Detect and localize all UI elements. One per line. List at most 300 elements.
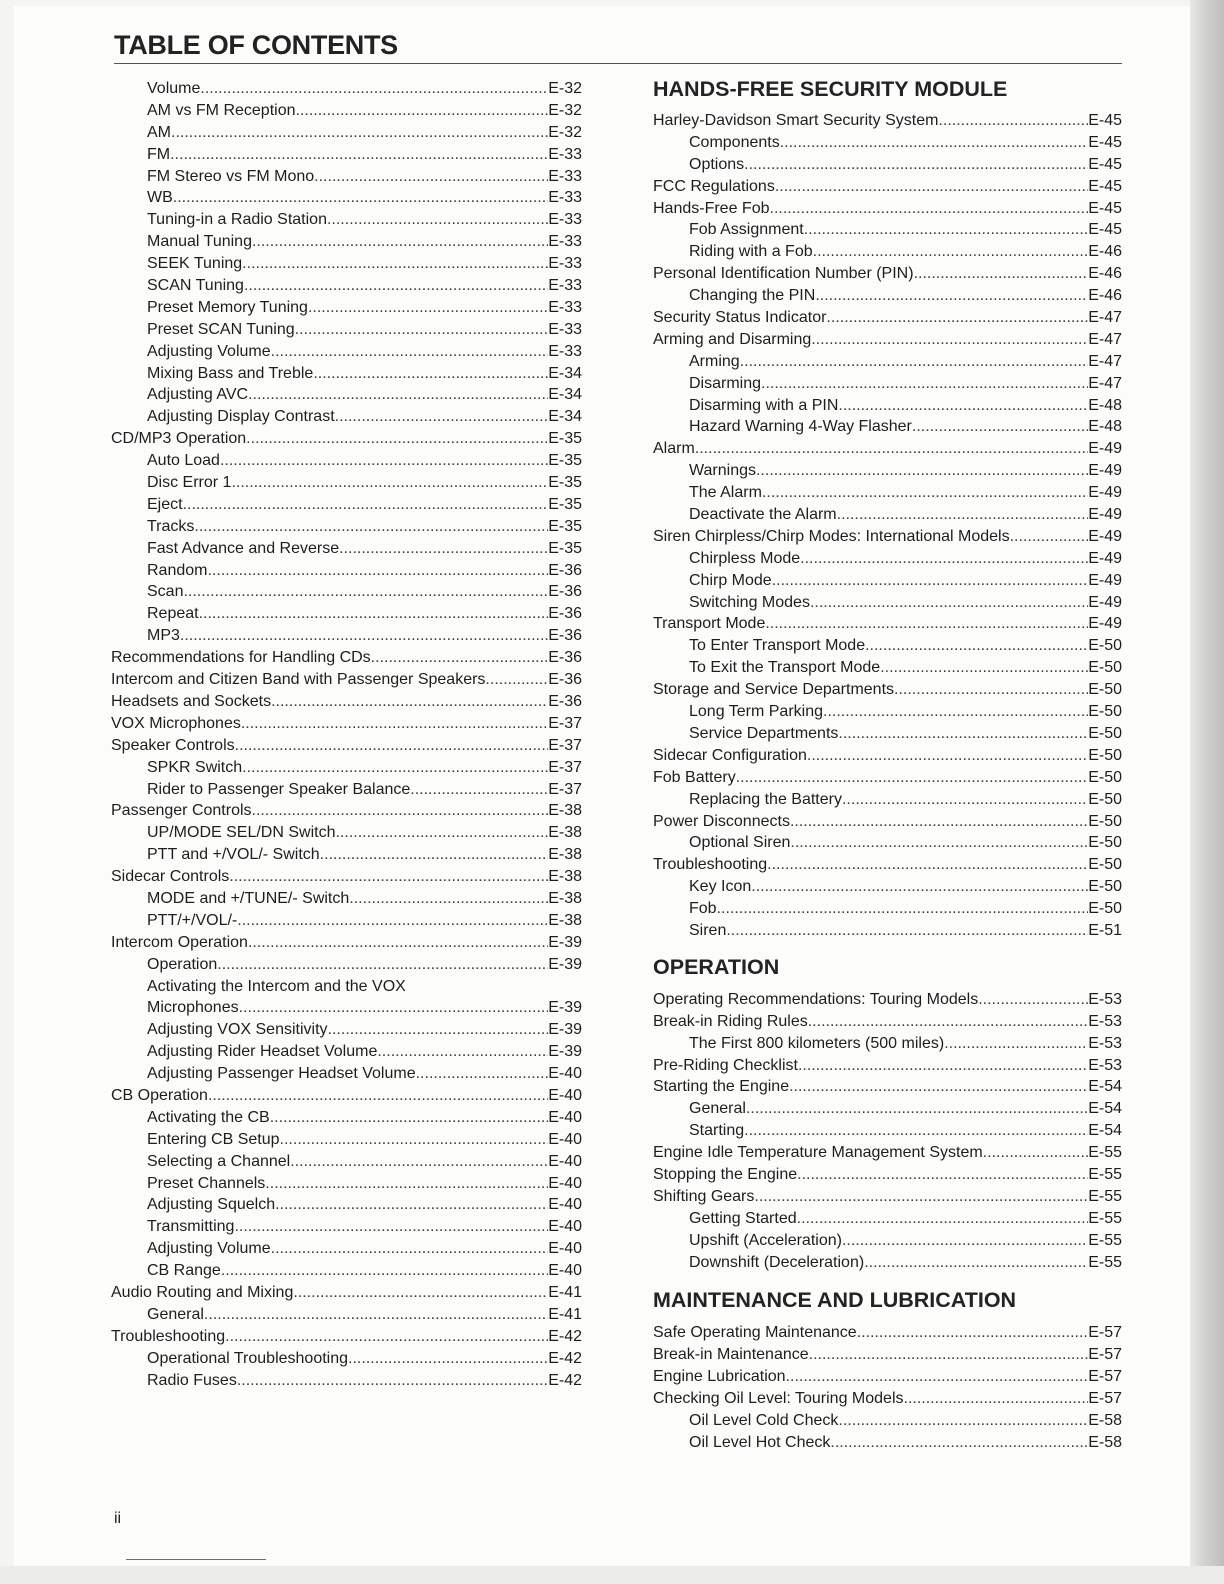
toc-entry-label: Intercom and Citizen Band with Passenger Speakers: [111, 671, 486, 689]
dot-leader: [823, 701, 1088, 723]
toc-entry[interactable]: [111, 1107, 582, 1129]
toc-entry-label: Sidecar Configuration: [653, 746, 807, 764]
dot-leader: [410, 779, 548, 801]
toc-entry-page: E-37: [548, 780, 582, 798]
toc-entry-page: E-42: [548, 1327, 582, 1345]
toc-entry[interactable]: [111, 1370, 582, 1392]
dot-leader: [220, 450, 548, 472]
dot-leader: [808, 1011, 1088, 1033]
dot-leader: [275, 1194, 548, 1216]
toc-entry[interactable]: [653, 548, 1122, 570]
toc-entry-page: E-58: [1088, 1411, 1122, 1429]
toc-entry[interactable]: [653, 219, 1122, 241]
toc-entry[interactable]: [111, 669, 582, 691]
toc-entry[interactable]: [111, 603, 582, 625]
toc-entry-label: Entering CB Setup: [147, 1130, 280, 1148]
toc-entry-label: Oil Level Cold Check: [689, 1411, 839, 1429]
toc-entry-page: E-36: [548, 627, 582, 645]
toc-entry-page: E-36: [548, 671, 582, 689]
toc-entry-page: E-36: [548, 583, 582, 601]
toc-entry-page: E-55: [1088, 1187, 1122, 1205]
toc-entry[interactable]: [653, 1432, 1122, 1454]
toc-entry-page: E-50: [1088, 724, 1122, 742]
toc-entry-page: E-54: [1088, 1078, 1122, 1096]
toc-entry-page: E-45: [1088, 199, 1122, 217]
toc-entry-label: Selecting a Channel: [147, 1152, 291, 1170]
toc-entry-page: E-55: [1088, 1165, 1122, 1183]
toc-entry-label: Random: [147, 561, 208, 579]
toc-entry[interactable]: [111, 1019, 582, 1041]
toc-entry[interactable]: [653, 1366, 1122, 1388]
toc-entry-page: E-38: [548, 911, 582, 929]
toc-entry[interactable]: [111, 1348, 582, 1370]
toc-entry[interactable]: [111, 341, 582, 363]
toc-entry-label: Engine Lubrication: [653, 1368, 786, 1386]
dot-leader: [880, 657, 1088, 679]
toc-entry-page: E-33: [548, 298, 582, 316]
toc-entry[interactable]: [653, 1033, 1122, 1055]
toc-entry-page: E-35: [548, 474, 582, 492]
toc-entry[interactable]: [111, 888, 582, 910]
toc-entry[interactable]: [653, 832, 1122, 854]
toc-entry-label: FM: [147, 145, 171, 163]
toc-entry[interactable]: [653, 876, 1122, 898]
toc-entry[interactable]: [653, 570, 1122, 592]
toc-entry[interactable]: [653, 701, 1122, 723]
dot-leader: [225, 1326, 548, 1348]
toc-entry-label: Power Disconnects: [653, 812, 790, 830]
dot-leader: [807, 745, 1088, 767]
toc-entry-label: AM: [147, 123, 171, 141]
toc-entry[interactable]: [653, 989, 1122, 1011]
toc-entry[interactable]: [111, 560, 582, 582]
toc-entry[interactable]: [653, 460, 1122, 482]
toc-entry-label: Break-in Riding Rules: [653, 1012, 808, 1030]
toc-entry[interactable]: [111, 122, 582, 144]
toc-entry-label: Fob Assignment: [689, 221, 804, 239]
toc-entry[interactable]: [653, 176, 1122, 198]
toc-entry[interactable]: [653, 1388, 1122, 1410]
toc-entry[interactable]: [653, 854, 1122, 876]
toc-entry-page: E-53: [1088, 1034, 1122, 1052]
toc-entry-label: Getting Started: [689, 1209, 797, 1227]
toc-entry[interactable]: [653, 898, 1122, 920]
toc-entry[interactable]: [111, 1151, 582, 1173]
dot-leader: [237, 910, 548, 932]
toc-entry-label: Personal Identification Number (PIN): [653, 265, 914, 283]
toc-entry-label: Microphones: [147, 999, 239, 1017]
toc-entry[interactable]: [111, 757, 582, 779]
dot-leader: [914, 263, 1089, 285]
toc-entry[interactable]: [111, 581, 582, 603]
dot-leader: [717, 898, 1089, 920]
dot-leader: [912, 416, 1088, 438]
toc-entry[interactable]: [653, 1120, 1122, 1142]
dot-leader: [830, 1432, 1088, 1454]
toc-entry-label: Scan: [147, 583, 184, 601]
toc-entry-label: Adjusting Rider Headset Volume: [147, 1043, 378, 1061]
toc-entry[interactable]: [653, 1322, 1122, 1344]
toc-entry[interactable]: [111, 954, 582, 976]
toc-entry[interactable]: [111, 1260, 582, 1282]
dot-leader: [349, 888, 548, 910]
toc-entry[interactable]: [111, 428, 582, 450]
dot-leader: [761, 373, 1088, 395]
toc-entry-page: E-35: [548, 430, 582, 448]
toc-section: [653, 1289, 1122, 1453]
toc-entry-label: Security Status Indicator: [653, 309, 827, 327]
toc-entry-label: PTT and +/VOL/- Switch: [147, 846, 320, 864]
dot-leader: [770, 198, 1089, 220]
toc-entry[interactable]: [111, 691, 582, 713]
dot-leader: [978, 989, 1088, 1011]
dot-leader: [416, 1063, 549, 1085]
toc-entry[interactable]: [653, 482, 1122, 504]
toc-entry[interactable]: [111, 625, 582, 647]
toc-entry[interactable]: [653, 154, 1122, 176]
toc-entry[interactable]: [111, 494, 582, 516]
toc-entry[interactable]: [111, 997, 582, 1019]
toc-entry[interactable]: [653, 613, 1122, 635]
toc-entry[interactable]: [653, 241, 1122, 263]
link-underline: [126, 1559, 266, 1560]
toc-entry-page: E-35: [548, 452, 582, 470]
toc-entry-page: E-51: [1088, 921, 1122, 939]
dot-leader: [789, 1076, 1088, 1098]
toc-entry-page: E-40: [548, 1218, 582, 1236]
toc-entry-page: E-47: [1088, 309, 1122, 327]
toc-entry[interactable]: [111, 516, 582, 538]
toc-entry-label: Break-in Maintenance: [653, 1346, 809, 1364]
toc-entry-page: E-46: [1088, 287, 1122, 305]
toc-entry-page: E-38: [548, 802, 582, 820]
toc-entry-page: E-40: [548, 1174, 582, 1192]
dot-leader: [826, 307, 1088, 329]
toc-entry-page: E-50: [1088, 681, 1122, 699]
toc-entry[interactable]: [653, 198, 1122, 220]
dot-leader: [797, 1164, 1088, 1186]
toc-entry-label: Service Departments: [689, 724, 839, 742]
toc-entry-label: Activating the CB: [147, 1108, 270, 1126]
dot-leader: [983, 1142, 1089, 1164]
dot-leader: [207, 560, 548, 582]
toc-entry-page: E-41: [548, 1283, 582, 1301]
toc-entry-page: E-34: [548, 364, 582, 382]
toc-entry[interactable]: [111, 209, 582, 231]
dot-leader: [339, 538, 548, 560]
toc-entry[interactable]: [653, 285, 1122, 307]
toc-entry-page: E-55: [1088, 1253, 1122, 1271]
toc-entry-label: Deactivate the Alarm: [689, 506, 837, 524]
toc-entry[interactable]: [653, 635, 1122, 657]
toc-entry[interactable]: [111, 472, 582, 494]
toc-entry[interactable]: [111, 1194, 582, 1216]
dot-leader: [756, 460, 1088, 482]
toc-entry[interactable]: [111, 779, 582, 801]
toc-entry[interactable]: [111, 1173, 582, 1195]
toc-entry-page: E-49: [1088, 571, 1122, 589]
dot-leader: [744, 154, 1088, 176]
toc-entry-label: Harley-Davidson Smart Security System: [653, 112, 939, 129]
dot-leader: [239, 997, 549, 1019]
toc-entry[interactable]: [653, 526, 1122, 548]
toc-entry[interactable]: [111, 976, 582, 998]
dot-leader: [204, 1304, 548, 1326]
toc-entry-label: Eject: [147, 495, 183, 513]
toc-entry-page: E-53: [1088, 1012, 1122, 1030]
toc-entry[interactable]: [111, 319, 582, 341]
toc-entry-label: Activating the Intercom and the VOX: [147, 977, 406, 995]
toc-entry[interactable]: [111, 166, 582, 188]
toc-entry[interactable]: [653, 416, 1122, 438]
toc-entry[interactable]: [111, 253, 582, 275]
toc-entry-label: Switching Modes: [689, 593, 810, 611]
toc-entry-page: E-40: [548, 1086, 582, 1104]
toc-entry[interactable]: [111, 1063, 582, 1085]
dot-leader: [335, 406, 549, 428]
toc-entry[interactable]: [111, 1282, 582, 1304]
dot-leader: [767, 854, 1088, 876]
toc-entry[interactable]: [653, 1252, 1122, 1274]
toc-entry-label: Manual Tuning: [147, 233, 252, 251]
toc-entry[interactable]: [653, 592, 1122, 614]
toc-entry[interactable]: [653, 1055, 1122, 1077]
toc-entry-page: E-50: [1088, 812, 1122, 830]
toc-entry-page: E-49: [1088, 462, 1122, 480]
dot-leader: [221, 1260, 548, 1282]
toc-entry-page: E-57: [1088, 1324, 1122, 1342]
toc-entry[interactable]: [653, 679, 1122, 701]
toc-entry[interactable]: [111, 844, 582, 866]
dot-leader: [295, 100, 548, 122]
toc-entry-page: E-50: [1088, 790, 1122, 808]
toc-entry-label: General: [689, 1100, 746, 1118]
toc-entry[interactable]: [653, 1098, 1122, 1120]
toc-entry-label: Preset Channels: [147, 1174, 266, 1192]
toc-entry[interactable]: [653, 1011, 1122, 1033]
toc-entry-page: E-33: [548, 342, 582, 360]
toc-entry[interactable]: [653, 504, 1122, 526]
toc-entry[interactable]: [653, 263, 1122, 285]
toc-entry[interactable]: [111, 866, 582, 888]
toc-entry-page: E-34: [548, 408, 582, 426]
toc-entry[interactable]: [653, 1076, 1122, 1098]
dot-leader: [270, 1107, 548, 1129]
toc-entry[interactable]: [653, 132, 1122, 154]
toc-entry[interactable]: [653, 1142, 1122, 1164]
toc-entry-page: E-42: [548, 1371, 582, 1389]
toc-entry-label: Fast Advance and Reverse: [147, 539, 340, 557]
toc-entry-label: SEEK Tuning: [147, 255, 243, 273]
toc-entry-page: E-53: [1088, 990, 1122, 1008]
toc-entry[interactable]: [111, 910, 582, 932]
dot-leader: [838, 1410, 1088, 1432]
dot-leader: [811, 329, 1088, 351]
dot-leader: [229, 866, 548, 888]
toc-entry[interactable]: [653, 811, 1122, 833]
toc-entry[interactable]: [111, 1238, 582, 1260]
dot-leader: [838, 723, 1088, 745]
toc-entry[interactable]: [111, 1216, 582, 1238]
toc-entry-label: Alarm: [653, 440, 695, 458]
dot-leader: [746, 1098, 1088, 1120]
toc-entry-label: Chirp Mode: [689, 571, 772, 589]
dot-leader: [377, 1041, 548, 1063]
toc-entry[interactable]: [111, 713, 582, 735]
dot-leader: [790, 832, 1088, 854]
dot-leader: [371, 647, 549, 669]
dot-leader: [842, 1230, 1088, 1252]
toc-entry-page: E-35: [548, 517, 582, 535]
toc-entry[interactable]: [653, 373, 1122, 395]
toc-entry-label: Replacing the Battery: [689, 790, 842, 808]
toc-entry[interactable]: [653, 307, 1122, 329]
toc-entry-label: Tuning-in a Radio Station: [147, 211, 327, 229]
toc-entry-page: E-34: [548, 386, 582, 404]
toc-entry[interactable]: [653, 351, 1122, 373]
toc-entry-label: Operational Troubleshooting: [147, 1349, 349, 1367]
toc-entry-page: E-40: [548, 1130, 582, 1148]
toc-entry-page: E-48: [1088, 418, 1122, 436]
toc-entry[interactable]: [653, 1230, 1122, 1252]
toc-entry[interactable]: [111, 735, 582, 757]
toc-entry[interactable]: [111, 78, 582, 100]
toc-entry-label: Operation: [147, 955, 218, 973]
toc-entry-page: E-48: [1088, 396, 1122, 414]
toc-entry[interactable]: [653, 920, 1122, 942]
dot-leader: [293, 1282, 548, 1304]
toc-entry-label: Safe Operating Maintenance: [653, 1324, 857, 1342]
toc-entry[interactable]: [653, 1164, 1122, 1186]
toc-entry-label: Starting the Engine: [653, 1078, 790, 1096]
toc-entry-page: E-50: [1088, 703, 1122, 721]
toc-entry-page: E-53: [1088, 1056, 1122, 1074]
toc-entry[interactable]: [111, 231, 582, 253]
toc-entry-page: E-47: [1088, 374, 1122, 392]
toc-entry-label: Components: [689, 133, 780, 151]
toc-entry[interactable]: [111, 538, 582, 560]
toc-entry[interactable]: [653, 1344, 1122, 1366]
toc-entry-label: Preset SCAN Tuning: [147, 320, 295, 338]
toc-entry[interactable]: [111, 297, 582, 319]
toc-left-column: [111, 78, 582, 1391]
toc-entry-page: E-47: [1088, 330, 1122, 348]
toc-entry[interactable]: [111, 363, 582, 385]
toc-entry[interactable]: [653, 789, 1122, 811]
dot-leader: [271, 1238, 549, 1260]
dot-leader: [271, 691, 548, 713]
toc-entry-page: E-42: [548, 1349, 582, 1367]
toc-entry[interactable]: [111, 144, 582, 166]
toc-entry[interactable]: [653, 723, 1122, 745]
dot-leader: [797, 1208, 1089, 1230]
toc-entry[interactable]: [653, 1186, 1122, 1208]
toc-entry-page: E-36: [548, 692, 582, 710]
toc-entry[interactable]: [111, 932, 582, 954]
dot-leader: [894, 679, 1088, 701]
toc-entry-page: E-40: [548, 1152, 582, 1170]
dot-leader: [327, 209, 548, 231]
toc-entry[interactable]: [111, 100, 582, 122]
toc-entry-page: E-46: [1088, 243, 1122, 261]
toc-entry[interactable]: [653, 438, 1122, 460]
toc-entry[interactable]: [653, 657, 1122, 679]
toc-entry-page: E-45: [1088, 177, 1122, 195]
toc-entry-label: To Exit the Transport Mode: [689, 659, 881, 677]
dot-leader: [183, 581, 548, 603]
toc-entry-label: Shifting Gears: [653, 1187, 755, 1205]
toc-entry-label: The First 800 kilometers (500 miles): [689, 1034, 945, 1052]
dot-leader: [726, 920, 1088, 942]
toc-entry-page: E-40: [548, 1240, 582, 1258]
dot-leader: [348, 1348, 548, 1370]
page-title: TABLE OF CONTENTS: [114, 30, 398, 60]
toc-entry[interactable]: [653, 1410, 1122, 1432]
toc-entry[interactable]: [111, 450, 582, 472]
dot-leader: [798, 1055, 1088, 1077]
toc-entry-page: E-55: [1088, 1231, 1122, 1249]
toc-entry[interactable]: [111, 1326, 582, 1348]
toc-entry[interactable]: [111, 384, 582, 406]
dot-leader: [244, 275, 548, 297]
toc-entry-label: General: [147, 1305, 204, 1323]
toc-entry-page: E-36: [548, 649, 582, 667]
toc-entry-page: E-33: [548, 211, 582, 229]
toc-entry-label: Options: [689, 155, 745, 173]
dot-leader: [271, 341, 549, 363]
dot-leader: [865, 635, 1088, 657]
dot-leader: [809, 1344, 1089, 1366]
toc-entry-page: E-39: [548, 933, 582, 951]
section-heading: MAINTENANCE AND LUBRICATION: [653, 1288, 1017, 1313]
toc-entry[interactable]: [111, 800, 582, 822]
dot-leader: [295, 319, 549, 341]
toc-entry-label: Passenger Controls: [111, 802, 252, 820]
toc-entry[interactable]: [653, 1208, 1122, 1230]
toc-entry[interactable]: [111, 1129, 582, 1151]
toc-entry-label: CB Operation: [111, 1086, 208, 1104]
toc-entry-page: E-33: [548, 189, 582, 207]
toc-entry[interactable]: [111, 1304, 582, 1326]
toc-entry-label: Adjusting Display Contrast: [147, 408, 335, 426]
toc-entry-label: To Enter Transport Mode: [689, 637, 866, 655]
dot-leader: [208, 1085, 548, 1107]
dot-leader: [335, 822, 548, 844]
toc-entry[interactable]: [653, 767, 1122, 789]
toc-entry[interactable]: [111, 187, 582, 209]
toc-entry-page: E-50: [1088, 746, 1122, 764]
toc-entry-label: Troubleshooting: [653, 856, 768, 874]
toc-entry[interactable]: [111, 647, 582, 669]
toc-entry[interactable]: [111, 1041, 582, 1063]
toc-entry[interactable]: [111, 1085, 582, 1107]
toc-entry[interactable]: [653, 395, 1122, 417]
dot-leader: [328, 1019, 549, 1041]
toc-entry[interactable]: [111, 275, 582, 297]
dot-leader: [744, 1120, 1088, 1142]
dot-leader: [290, 1151, 548, 1173]
toc-entry-label: UP/MODE SEL/DN Switch: [147, 824, 336, 842]
toc-entry-page: E-40: [548, 1065, 582, 1083]
toc-entry[interactable]: [111, 406, 582, 428]
toc-entry-label: Chirpless Mode: [689, 549, 801, 567]
toc-entry-page: E-37: [548, 714, 582, 732]
toc-entry[interactable]: [653, 745, 1122, 767]
toc-entry[interactable]: [111, 822, 582, 844]
toc-entry[interactable]: [653, 329, 1122, 351]
toc-entry[interactable]: [653, 110, 1122, 132]
dot-leader: [242, 253, 548, 275]
